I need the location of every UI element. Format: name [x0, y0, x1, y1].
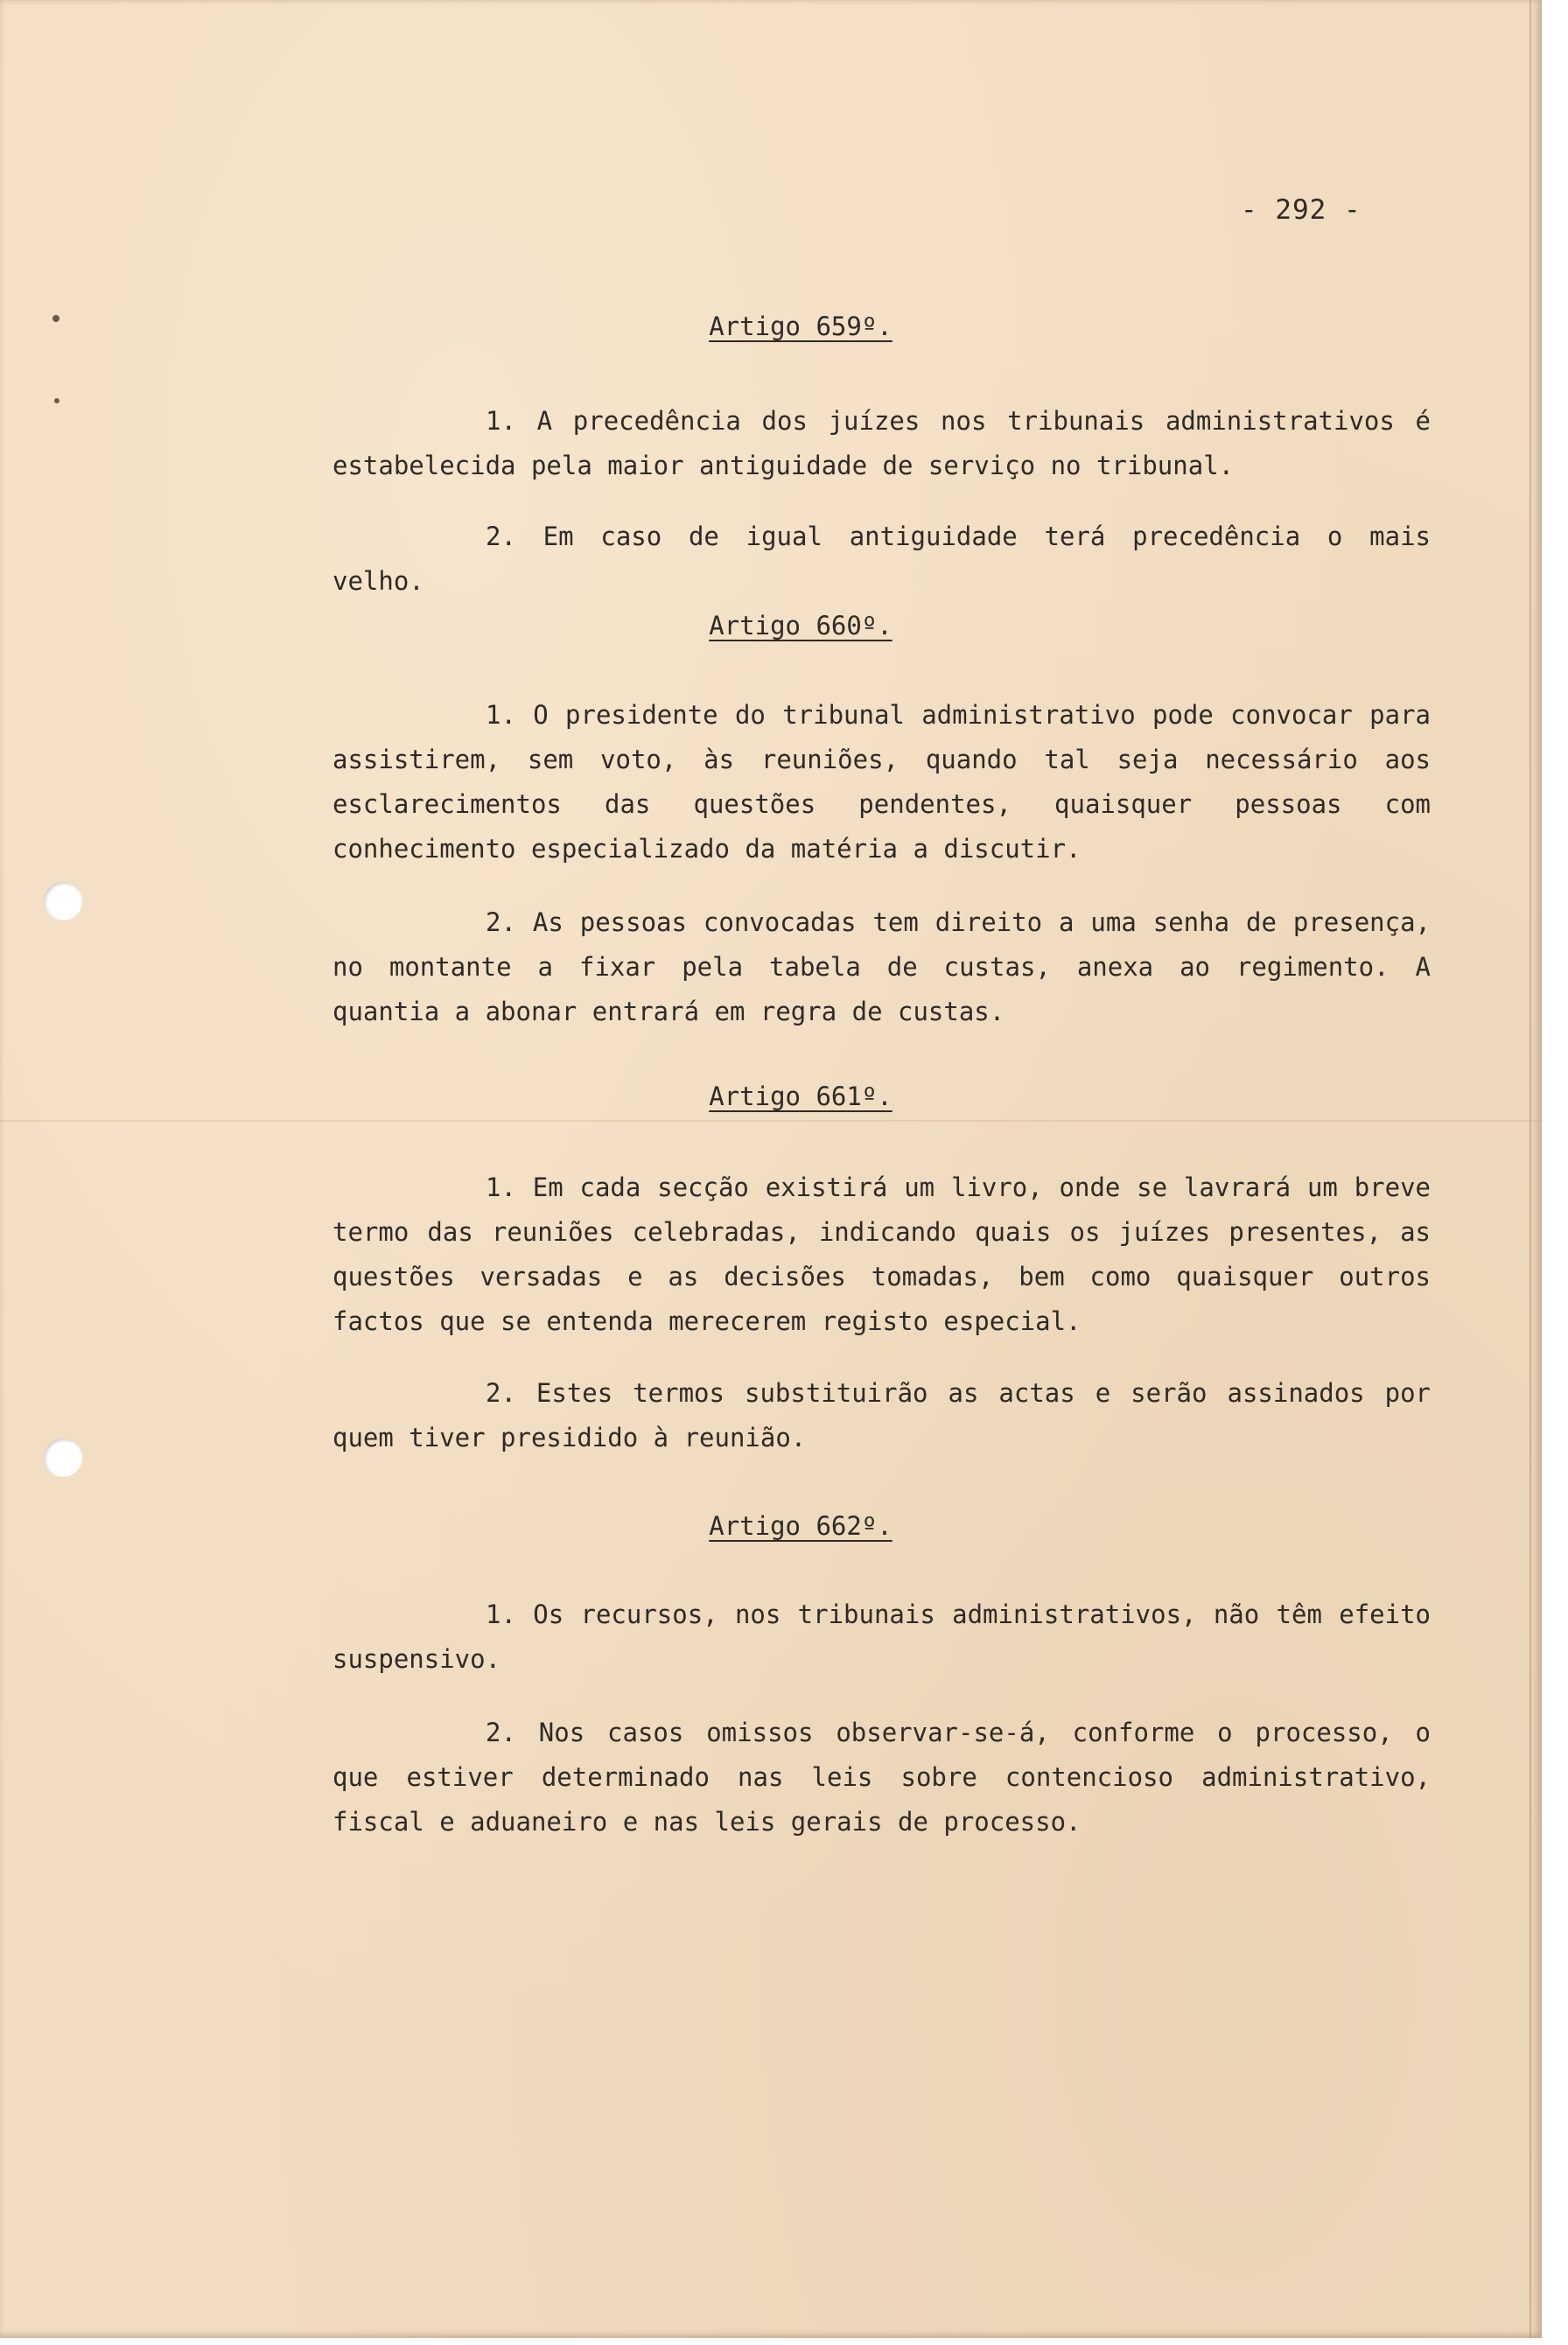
article-paragraph: 2. Estes termos substituirão as actas e serão assinados por quem tiver presidido à reunião. — [332, 1378, 1431, 1452]
article-heading — [0, 1511, 1542, 1541]
article-heading-text: Artigo 659º. — [709, 312, 892, 341]
article-heading-text: Artigo 662º. — [709, 1511, 892, 1541]
article-paragraph: 2. Nos casos omissos observar-se-á, conforme o processo, o que estiver determinado nas leis sobre contencioso administrativo, fiscal e aduaneiro e nas leis gerais de processo. — [332, 1718, 1431, 1837]
page-number: - 292 - — [1241, 194, 1362, 226]
article-heading — [0, 312, 1542, 341]
article-paragraph: 1. O presidente do tribunal administrativo pode convocar para assistirem, sem voto, às reuniões, quando tal seja necessário aos esclarecimentos das questões pendentes, quaisquer pessoas com conhecimento especializado da matéria a discutir. — [332, 700, 1431, 864]
article-paragraph: 1. Em cada secção existirá um livro, onde se lavrará um breve termo das reuniões celebradas, indicando quais os juízes presentes, as questões versadas e as decisões tomadas, bem como quaisquer outros factos que se entenda merecerem registo especial. — [332, 1172, 1431, 1336]
article-heading-text: Artigo 661º. — [709, 1082, 892, 1111]
article-paragraph: 1. Os recursos, nos tribunais administrativos, não têm efeito suspensivo. — [332, 1600, 1431, 1674]
article-heading — [0, 1082, 1542, 1111]
article-heading — [0, 611, 1542, 640]
article-paragraph: 1. A precedência dos juízes nos tribunais administrativos é estabelecida pela maior antiguidade de serviço no tribunal. — [332, 406, 1431, 480]
article-paragraph: 2. Em caso de igual antiguidade terá precedência o mais velho. — [332, 522, 1431, 596]
article-heading-text: Artigo 660º. — [709, 611, 892, 640]
article-paragraph: 2. As pessoas convocadas tem direito a uma senha de presença, no montante a fixar pela tabela de custas, anexa ao regimento. A quantia a abonar entrará em regra de custas. — [332, 907, 1431, 1026]
